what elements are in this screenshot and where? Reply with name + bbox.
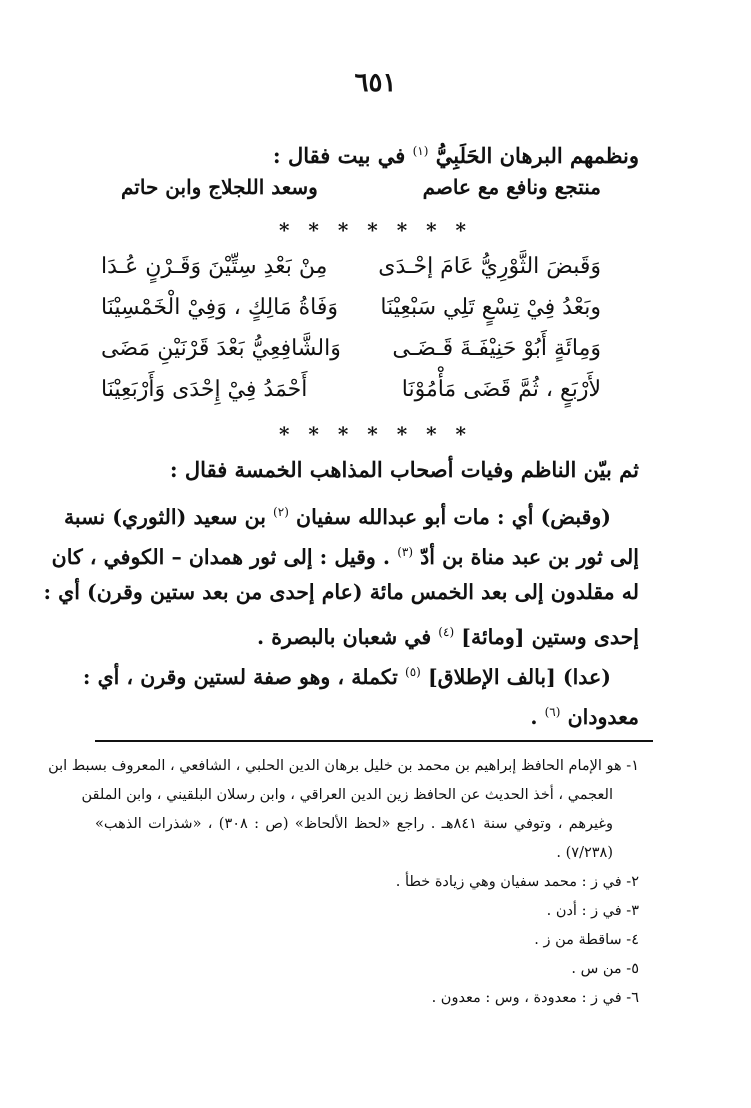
footnote-line: العجمي ، أخذ الحديث عن الحافظ زين الدين العراقي ، وابن رسلان البلقيني ، وابن الملقن <box>81 787 613 803</box>
verse-second-hemistich: أَحْمَدُ فِيْ إِحْدَى وَأَرْبَعِيْنَا <box>101 377 308 402</box>
footnote-line: ٥- من س . <box>571 961 639 977</box>
footnote-line: ١- هو الإمام الحافظ إبراهيم بن محمد بن خليل برهان الدين الحلبي ، الشافعي ، المعروف بسبط ابن <box>48 758 639 774</box>
body-line-text: معدودان <box>567 704 639 729</box>
body-line <box>99 612 639 652</box>
couplet <box>121 175 601 199</box>
verse-first-hemistich: وبَعْدُ فِيْ تِسْعٍ تَلِي سَبْعِيْنَا <box>380 295 601 320</box>
body-line-text: إلى ثور بن عبد مناة بن أدّ <box>420 544 639 569</box>
footnote-ref: (٢) <box>273 505 289 519</box>
footnote-line: ٣- في ز : أدن . <box>546 903 639 919</box>
intro-line <box>100 136 639 171</box>
body-line-text: (عدا) [بالف الإطلاق] <box>427 664 611 689</box>
verse-second-hemistich: وَالشَّافِعِيُّ بَعْدَ قَرْنَيْنِ مَضَى <box>101 336 341 361</box>
poem <box>101 252 601 416</box>
intro-tail: في بيت فقال : <box>272 143 406 168</box>
stars-divider: * * * * * * * <box>279 422 472 446</box>
footnote-ref: (٣) <box>397 545 414 559</box>
poem-verse <box>101 334 601 375</box>
verse-second-hemistich: وَفَاةُ مَالِكٍ ، وَفِيْ الْخَمْسِيْنَا <box>101 295 338 320</box>
footnote-separator <box>95 740 653 742</box>
body-line-tail: في شعبان بالبصرة . <box>256 624 432 649</box>
footnote-line: ٢- في ز : محمد سفيان وهي زيادة خطأ . <box>395 874 639 890</box>
couplet-right: منتجع ونافع مع عاصم <box>422 175 601 199</box>
body-line-text: (وقبض) أي : مات أبو عبدالله سفيان <box>296 504 611 529</box>
body-line <box>99 692 639 732</box>
poem-verse <box>101 252 601 293</box>
footnotes <box>48 752 639 1013</box>
footnote-line: (٧/٢٣٨) . <box>556 845 613 861</box>
body-line-tail: . وقيل : إلى ثور همدان – الكوفي ، كان <box>51 544 391 569</box>
body-text <box>43 492 639 732</box>
poem-verse <box>101 293 601 334</box>
page-number: ٦٥١ <box>354 68 397 98</box>
body-line <box>43 572 639 612</box>
footnote-line: وغيرهم ، وتوفي سنة ٨٤١هـ . راجع «لحظ الألحاظ» (ص : ٣٠٨) ، «شذرات الذهب» <box>95 816 613 832</box>
footnote-ref: (٦) <box>544 705 561 719</box>
body-line-text: له مقلدون إلى بعد الخمس مائة (عام إحدى من بعد ستين وقرن) أي : <box>43 580 639 604</box>
body-line-tail: بن سعيد (الثوري) نسبة <box>63 504 266 529</box>
footnote-line: ٤- ساقطة من ز . <box>534 932 639 948</box>
section-heading: ثم بيّن الناظم وفيات أصحاب المذاهب الخمسة فقال : <box>169 457 639 482</box>
footnote-ref: (٤) <box>438 625 455 639</box>
footnote-ref: (٥) <box>405 665 421 679</box>
stars-divider: * * * * * * * <box>279 218 472 242</box>
body-line-tail: تكملة ، وهو صفة لستين وقرن ، أي : <box>82 664 398 689</box>
poem-verse <box>101 375 601 416</box>
verse-second-hemistich: مِنْ بَعْدِ سِتِّيْنَ وَقَـرْنٍ عُـدَا <box>101 254 328 279</box>
body-line-tail: . <box>530 704 538 729</box>
verse-first-hemistich: وَقَبضَ الثَّوْرِيُّ عَامَ إحْـدَى <box>378 254 601 279</box>
body-line <box>63 492 639 532</box>
footnote-ref: (١) <box>412 144 429 158</box>
footnote-line: ٦- في ز : معدودة ، وس : معدون . <box>431 990 639 1006</box>
body-line <box>82 652 639 692</box>
verse-first-hemistich: وَمِائَةٍ أَبُوْ حَنِيْفَـةَ قَـضَـى <box>392 336 601 361</box>
intro-text: ونظمهم البرهان الحَلَبِيُّ <box>435 143 639 168</box>
verse-first-hemistich: لأَرْبَعٍ ، ثُمَّ قَضَى مَأْمُوْنَا <box>401 377 601 402</box>
couplet-left: وسعد اللجلاج وابن حاتم <box>121 175 318 199</box>
body-line-text: إحدى وستين [ومائة] <box>461 624 639 649</box>
body-line <box>51 532 639 572</box>
